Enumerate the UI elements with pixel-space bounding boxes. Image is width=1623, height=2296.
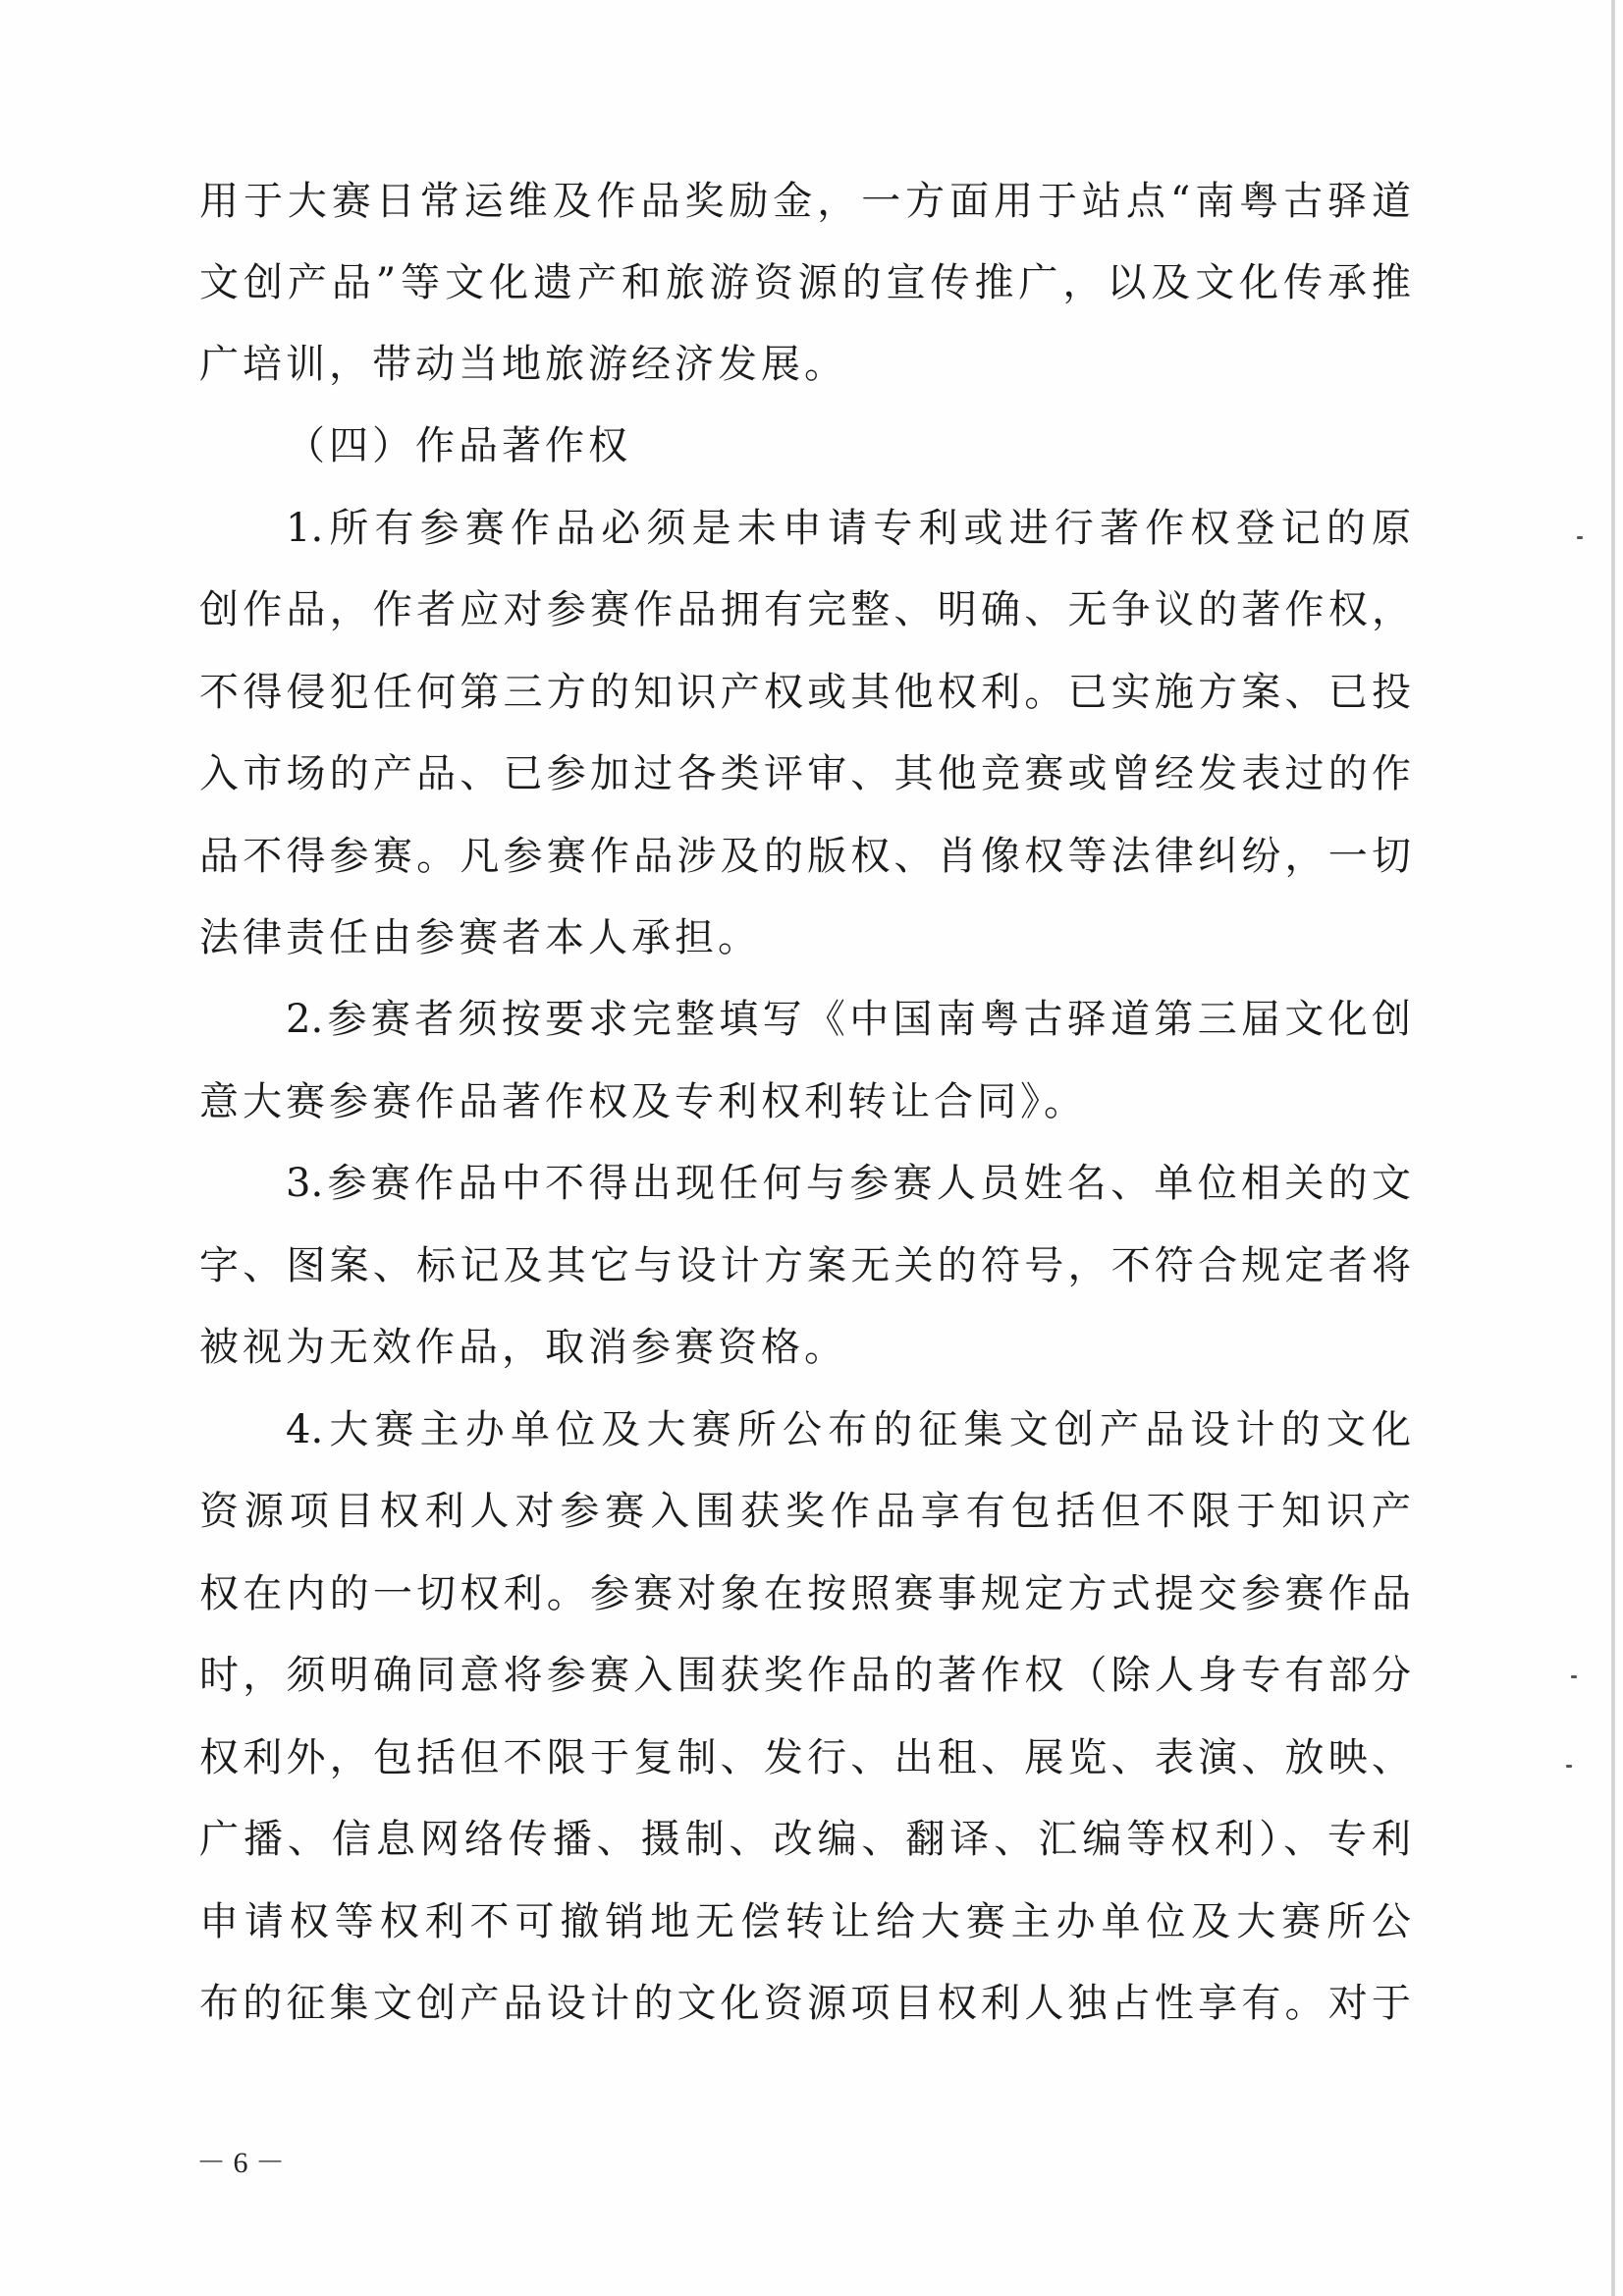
scan-speck [1577, 536, 1583, 539]
item-4-line-6: 广播、信息网络传播、摄制、改编、翻译、汇编等权利）、专利 [199, 1817, 1411, 1862]
item-1-line-1: 1.所有参赛作品必须是未申请专利或进行著作权登记的原 [286, 506, 1411, 551]
item-2-line-1: 2.参赛者须按要求完整填写《中国南粤古驿道第三届文化创 [286, 997, 1411, 1042]
page-number: － 6 － [196, 2147, 285, 2179]
body-line-3: 广培训，带动当地旅游经济发展。 [199, 342, 847, 387]
item-1-line-6: 法律责任由参赛者本人承担。 [199, 915, 761, 960]
item-4-line-3: 权在内的一切权利。参赛对象在按照赛事规定方式提交参赛作品 [199, 1571, 1411, 1616]
body-line-1: 用于大赛日常运维及作品奖励金，一方面用于站点“南粤古驿道 [199, 179, 1411, 224]
body-line-2: 文创产品”等文化遗产和旅游资源的宣传推广，以及文化传承推 [199, 260, 1411, 305]
item-4-line-4: 时，须明确同意将参赛入围获奖作品的著作权（除人身专有部分 [199, 1653, 1411, 1698]
item-4-line-5: 权利外，包括但不限于复制、发行、出租、展览、表演、放映、 [199, 1735, 1411, 1780]
item-3-line-3: 被视为无效作品，取消参赛资格。 [199, 1325, 847, 1370]
item-1-line-2: 创作品，作者应对参赛作品拥有完整、明确、无争议的著作权， [199, 587, 1411, 632]
scan-speck [1566, 1765, 1572, 1768]
item-4-line-1: 4.大赛主办单位及大赛所公布的征集文创产品设计的文化 [286, 1407, 1411, 1452]
item-3-line-2: 字、图案、标记及其它与设计方案无关的符号，不符合规定者将 [199, 1243, 1411, 1288]
item-4-line-2: 资源项目权利人对参赛入围获奖作品享有包括但不限于知识产 [199, 1489, 1411, 1534]
scan-edge-line [1611, 0, 1615, 2296]
item-2-line-2: 意大赛参赛作品著作权及专利权利转让合同》。 [199, 1079, 1087, 1124]
section-heading: （四）作品著作权 [286, 423, 631, 468]
item-1-line-5: 品不得参赛。凡参赛作品涉及的版权、肖像权等法律纠纷，一切 [199, 834, 1411, 879]
scan-speck [1571, 1675, 1577, 1678]
item-1-line-3: 不得侵犯任何第三方的知识产权或其他权利。已实施方案、已投 [199, 670, 1411, 715]
item-1-line-4: 入市场的产品、已参加过各类评审、其他竞赛或曾经发表过的作 [199, 751, 1411, 796]
item-3-line-1: 3.参赛作品中不得出现任何与参赛人员姓名、单位相关的文 [286, 1161, 1411, 1206]
item-4-line-8: 布的征集文创产品设计的文化资源项目权利人独占性享有。对于 [199, 1981, 1411, 2026]
item-4-line-7: 申请权等权利不可撤销地无偿转让给大赛主办单位及大赛所公 [199, 1899, 1411, 1944]
